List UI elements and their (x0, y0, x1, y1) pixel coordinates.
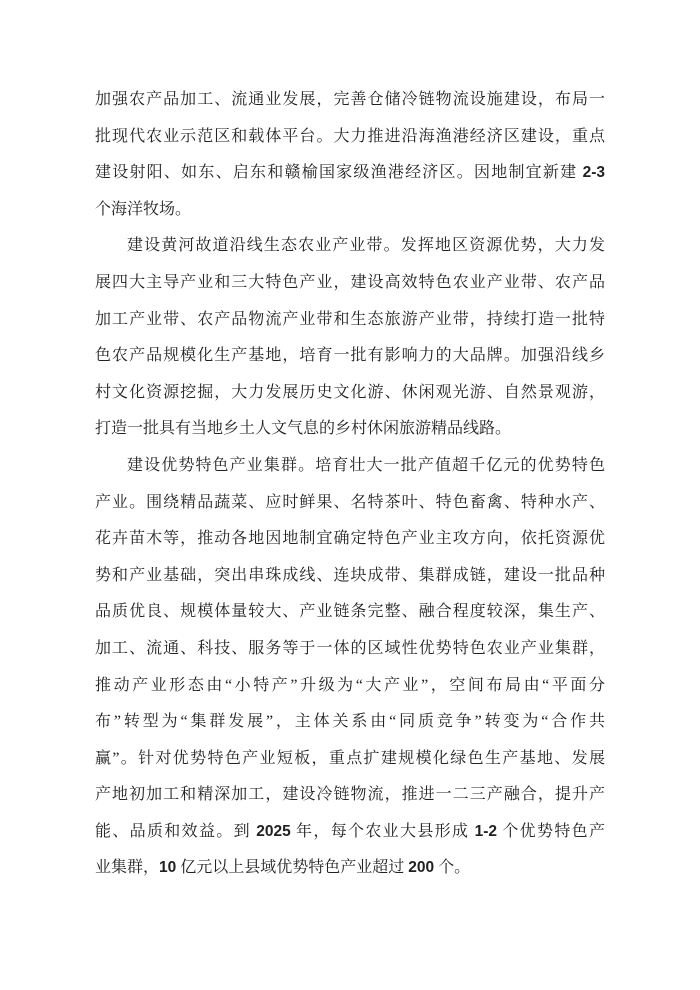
text-line: 加工产业带、农产品物流产业带和生态旅游产业带，持续打造一批特 (95, 310, 605, 328)
text-line: 色农产品规模化生产基地，培育一批有影响力的大品牌。加强沿线乡 (95, 347, 605, 365)
text-segment: 能、品质和效益。到 (95, 822, 257, 840)
text-segment: 建设射阳、如东、启东和赣榆国家级渔港经济区。因地制宜新建 (95, 164, 583, 182)
text-line: 展四大主导产业和三大特色产业，建设高效特色农业产业带、农产品 (95, 273, 605, 291)
number-text: 2025 (256, 822, 291, 840)
paragraph-3 (95, 448, 605, 887)
text-segment: 年，每个农业大县形成 (290, 822, 475, 840)
text-line (95, 814, 605, 851)
text-line: 打造一批具有当地乡土人文气息的乡村休闲旅游精品线路。 (95, 420, 512, 438)
text-line: 加工、流通、科技、服务等于一体的区域性优势特色农业产业集群， (95, 639, 605, 657)
text-line: 推动产业形态由“小特产”升级为“大产业”，空间布局由“平面分 (95, 676, 605, 694)
text-line: 建设优势特色产业集群。培育壮大一批产值超千亿元的优势特色 (127, 456, 605, 474)
text-line (95, 850, 605, 887)
text-line: 花卉苗木等，推动各地因地制宜确定特色产业主攻方向，依托资源优 (95, 530, 605, 548)
text-line: 势和产业基础，突出串珠成线、连块成带、集群成链，建设一批品种 (95, 566, 605, 584)
paragraph-1 (95, 82, 605, 228)
text-segment: 个优势特色产 (497, 822, 605, 840)
text-line: 批现代农业示范区和载体平台。大力推进沿海渔港经济区建设，重点 (95, 127, 605, 145)
text-line: 布”转型为“集群发展”，主体关系由“同质竞争”转变为“合作共 (95, 713, 605, 731)
number-text: 2-3 (582, 164, 605, 182)
number-text: 1-2 (474, 822, 498, 840)
text-line: 建设黄河故道沿线生态农业产业带。发挥地区资源优势，大力发 (127, 237, 605, 255)
text-line: 村文化资源挖掘，大力发展历史文化游、休闲观光游、自然景观游， (95, 383, 605, 401)
text-line: 赢”。针对优势特色产业短板，重点扩建规模化绿色生产基地、发展 (95, 749, 605, 767)
text-line: 产地初加工和精深加工，建设冷链物流，推进一二三产融合，提升产 (95, 786, 605, 804)
text-segment: 个。 (434, 859, 471, 877)
text-line: 产业。围绕精品蔬菜、应时鲜果、名特茶叶、特色畜禽、特种水产、 (95, 493, 605, 511)
text-segment: 业集群， (95, 859, 160, 877)
text-line: 个海洋牧场。 (95, 200, 192, 218)
text-line: 品质优良、规模体量较大、产业链条完整、融合程度较深，集生产、 (95, 603, 605, 621)
text-segment: 亿元以上县域优势特色产业超过 (176, 859, 409, 877)
text-line (95, 155, 605, 192)
number-text: 10 (159, 859, 177, 877)
text-line: 加强农产品加工、流通业发展，完善仓储冷链物流设施建设，布局一 (95, 91, 605, 108)
number-text: 200 (408, 859, 435, 877)
paragraph-2 (95, 228, 605, 448)
